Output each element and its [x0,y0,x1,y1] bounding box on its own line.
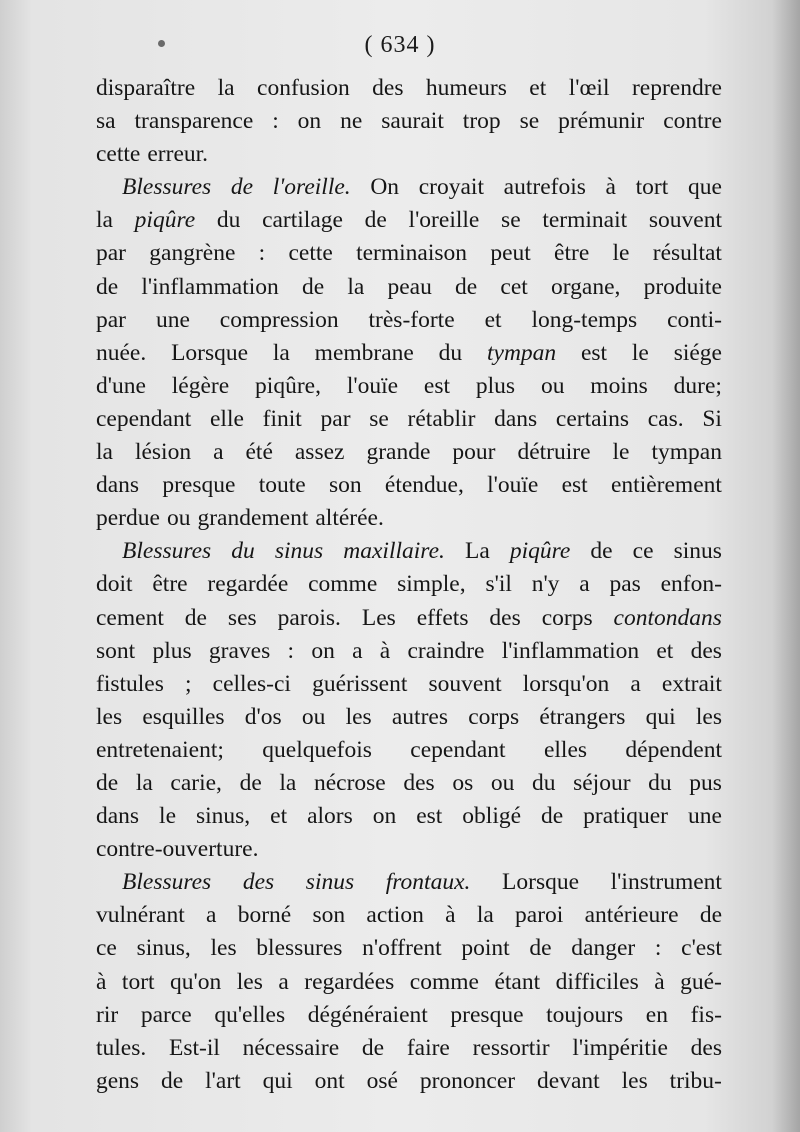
word: cette [96,141,141,168]
word: en [645,1001,668,1028]
word: dans [96,472,140,499]
word: gué- [680,968,722,995]
word: gangrène [149,240,236,267]
word: enfon- [660,571,722,598]
word: la [476,902,494,929]
word: blessures [256,935,343,962]
italic-word: des [242,869,275,896]
text-line [96,1032,722,1065]
word: ou [490,769,515,796]
word: qui [262,1067,293,1094]
word: l'art [205,1067,241,1094]
text-line [96,138,722,171]
word: devant [537,1067,600,1094]
word: a [352,637,363,664]
word: effets [416,604,469,631]
word: Si [702,405,722,432]
word: et [484,306,502,333]
text-line [96,899,722,932]
word: son [328,472,362,499]
paragraph-first-line [96,866,722,899]
word: résultat [652,240,722,267]
word: corps [468,703,520,730]
text-line [96,734,722,767]
text-line [96,237,722,270]
word: ses [227,604,257,631]
word: pus [689,769,722,796]
word: et [529,75,547,101]
text-line [96,337,722,370]
word: de [239,769,262,796]
word: cependant [96,405,192,432]
word: perdue [96,505,160,532]
word: grande [366,439,431,466]
word: terminaison [356,240,468,267]
word: sinus [673,538,722,565]
word: ne [340,108,363,135]
word: doit [96,571,133,598]
word: finit [262,405,302,432]
word: ou [166,505,191,532]
word: les [236,968,263,995]
word: étrangers [539,703,626,730]
word: l'inflammation [141,273,279,300]
word: sinus, [195,803,251,830]
word: les [345,703,372,730]
word: difficiles [555,968,639,995]
italic-word: Blessures [122,174,212,201]
word: : [654,935,662,962]
word: vulnérant [96,902,185,929]
word: a [213,439,224,466]
word: : [287,637,295,664]
text-line [96,767,722,800]
word: que [687,174,722,201]
word: légère [171,372,230,399]
word: parce [140,1001,192,1028]
italic-word: du [231,538,255,565]
word: le [612,240,630,267]
word: point [461,935,510,962]
word: a [630,670,641,697]
word: étant [494,968,541,995]
word: reprendre [631,75,722,101]
word: plus [475,372,516,399]
word: du [531,769,556,796]
word: confusion [257,75,350,101]
word: de [455,273,478,300]
word: conti- [667,306,722,333]
word: pas [609,571,641,598]
word: faire [406,1034,450,1061]
text-line [96,833,722,866]
word: la [279,769,297,796]
word: et [270,803,288,830]
text-line [96,469,722,502]
word: on [311,637,335,664]
word: la [96,439,113,466]
word: trop [462,108,501,135]
word: sont [96,637,136,664]
word: est [580,339,608,366]
word: parois. [277,604,341,631]
word: elles [543,736,588,763]
word: à [379,637,391,664]
paragraph-first-line [96,171,722,204]
word: la [272,339,290,366]
word: autrefois [503,174,586,201]
word: des [690,637,722,664]
word: siége [673,339,722,366]
word: ce [96,935,117,962]
word: rir [96,1001,119,1028]
word: os [452,769,474,796]
word: ressortir [472,1034,550,1061]
word: assez [294,439,345,466]
word: la [96,207,113,234]
word: corps [541,604,593,631]
word: cartilage [262,207,343,234]
word: osé [366,1067,398,1094]
text-line [96,72,722,105]
word: de [96,273,119,300]
word: la [135,769,153,796]
word: alors [307,803,353,830]
word: dans [96,803,140,830]
word: fis- [690,1001,722,1028]
word: de [364,207,387,234]
word: graves [208,637,271,664]
word: d'os [244,703,282,730]
word: quelquefois [262,736,372,763]
word: être [554,240,590,267]
word: ont [314,1067,345,1094]
word: tules. [96,1034,147,1061]
word: peut [490,240,531,267]
word: peau [387,273,432,300]
word: séjour [573,769,631,796]
word: ce [632,538,654,565]
word: à [96,968,107,995]
text-line [96,502,722,535]
word: pratiquer [583,803,668,830]
word: tympan [651,439,722,466]
word: fistules [96,670,164,697]
word: l'ouïe [346,372,399,399]
word: carie, [170,769,222,796]
word: détruire [517,439,591,466]
word: les [210,935,237,962]
word: des [489,604,521,631]
word: compression [219,306,339,333]
word: toute [258,472,306,499]
word: Lorsque [171,339,249,366]
word: ou [540,372,565,399]
word: très-forte [368,306,455,333]
word: lorsqu'on [522,670,610,697]
word: de [590,538,613,565]
text-line [96,932,722,965]
text-line [96,403,722,436]
text-line [96,105,722,138]
word: ou [301,703,326,730]
word: organe, [550,273,621,300]
italic-word: Blessures [122,869,212,896]
word: certains [555,405,629,432]
word: les [695,703,722,730]
word: des [690,1034,722,1061]
word: prononcer [419,1067,516,1094]
word: qu'on [170,968,222,995]
word: : [258,240,266,267]
word: On [370,174,400,201]
word: altérée. [315,505,384,532]
word: simple, [397,571,466,598]
word: on [297,108,322,135]
word: le [159,803,177,830]
word: est [423,372,451,399]
word: le [631,339,649,366]
word: contre [663,108,722,135]
italic-word: de [230,174,254,201]
word: croyait [418,174,484,201]
word: dégénéraient [307,1001,428,1028]
word: les [621,1067,648,1094]
word: c'est [681,935,722,962]
word: transparence [134,108,254,135]
text-line [96,999,722,1032]
word: presque [162,472,236,499]
text-line [96,568,722,601]
word: nécrose [313,769,386,796]
word: plus [152,637,192,664]
text-line [96,966,722,999]
word: qui [645,703,676,730]
word: de [301,273,325,300]
word: regardées [304,968,395,995]
italic-word: piqûre [134,207,196,234]
word: Est-il [168,1034,220,1061]
word: cette [288,240,333,267]
word: cependant [410,736,506,763]
word: cement [96,604,164,631]
word: comme [308,571,378,598]
word: été [245,439,273,466]
word: elle [209,405,244,432]
word: être [152,571,188,598]
italic-word: tympan [486,339,557,366]
italic-word: Blessures [122,538,212,565]
word: action [366,902,424,929]
word: une [687,803,722,830]
word: gens [96,1067,140,1094]
italic-word: contondans [613,604,722,631]
word: sinus, [136,935,191,962]
word: celles-ci [212,670,291,697]
word: étendue, [384,472,464,499]
text-line [96,602,722,635]
word: ; [185,670,192,697]
word: terminait [542,207,628,234]
word: grandement [197,505,309,532]
word: d'une [96,372,146,399]
word: lésion [134,439,192,466]
word: les [96,703,123,730]
text-line [96,668,722,701]
word: qu'elles [214,1001,286,1028]
text-line [96,304,722,337]
word: saurait [381,108,444,135]
word: craindre [407,637,485,664]
word: à [605,174,616,201]
word: antérieure [584,902,679,929]
word: à [654,968,665,995]
word: borné [237,902,292,929]
word: autres [391,703,448,730]
word: de [541,803,564,830]
italic-word: frontaux. [385,869,471,896]
word: du [438,339,463,366]
italic-word: sinus [305,869,355,896]
text-line [96,800,722,833]
word: regardée [207,571,289,598]
word: presque [450,1001,524,1028]
word: moins [590,372,648,399]
word: l'ouïe [487,472,539,499]
word: pour [452,439,496,466]
word: Les [361,604,396,631]
word: de [529,935,552,962]
word: disparaître [96,75,196,101]
word: du [216,207,241,234]
word: par [96,306,127,333]
word: cas. [647,405,684,432]
word: dépendent [625,736,722,763]
word: paroi [515,902,564,929]
word: extrait [661,670,722,697]
word: rétablir [407,405,476,432]
word: guérissent [312,670,408,697]
word: a [206,902,217,929]
word: souvent [648,207,722,234]
word: par [320,405,351,432]
word: par [96,240,127,267]
text-line [96,1065,722,1098]
word: de [699,902,722,929]
word: comme [409,968,479,995]
word: la [347,273,365,300]
word: est [416,803,443,830]
italic-word: piqûre [509,538,571,565]
word: esquilles [142,703,225,730]
word: dans [494,405,538,432]
text-line [96,271,722,304]
word: des [403,769,435,796]
word: une [155,306,190,333]
paragraph-first-line [96,535,722,568]
word: produite [643,273,722,300]
italic-word: sinus [274,538,324,565]
word: se [369,405,389,432]
word: tort [635,174,669,201]
word: et [656,637,674,664]
word: est [561,472,588,499]
word: souvent [428,670,502,697]
word: la [217,75,235,101]
word: nécessaire [242,1034,340,1061]
word: l'œil [568,75,610,101]
word: n'offrent [362,935,442,962]
text-line [96,635,722,668]
word: La [464,538,490,565]
text-line [96,370,722,403]
word: s'il [485,571,512,598]
word: a [278,968,289,995]
word: se [519,108,540,135]
word: l'instrument [610,869,722,896]
word: danger [571,935,636,962]
word: n'y [531,571,560,598]
word: à [445,902,456,929]
word: dure; [673,372,722,399]
text-line [96,701,722,734]
page-number: ( 634 ) [364,32,436,58]
word: son [312,902,346,929]
word: obligé [462,803,522,830]
word: long-temps [531,306,638,333]
word: se [501,207,521,234]
body-text [96,72,722,1098]
word: l'inflammation [501,637,640,664]
word: : [272,108,279,135]
word: toujours [546,1001,624,1028]
word: membrane [314,339,414,366]
page-edge-shadow [772,0,800,1132]
word: erreur. [147,141,209,168]
word: l'oreille [408,207,480,234]
word: contre-ouverture. [96,836,259,863]
word: des [372,75,404,101]
word: tribu- [669,1067,722,1094]
word: on [372,803,397,830]
word: entièrement [610,472,722,499]
word: l'impéritie [572,1034,668,1061]
text-line [96,204,722,237]
word: de [184,604,207,631]
italic-word: l'oreille. [272,174,351,201]
word: prémunir [558,108,645,135]
word: piqûre, [255,372,321,399]
word: du [648,769,672,796]
word: entretenaient; [96,736,224,763]
word: de [361,1034,385,1061]
word: a [579,571,590,598]
word: tort [121,968,155,995]
word: de [96,769,119,796]
word: Lorsque [502,869,580,896]
word: de [161,1067,184,1094]
word: humeurs [425,75,507,101]
word: cet [500,273,528,300]
word: sa [96,108,116,135]
word: nuée. [96,339,147,366]
text-line [96,436,722,469]
italic-word: maxillaire. [343,538,445,565]
word: le [612,439,630,466]
